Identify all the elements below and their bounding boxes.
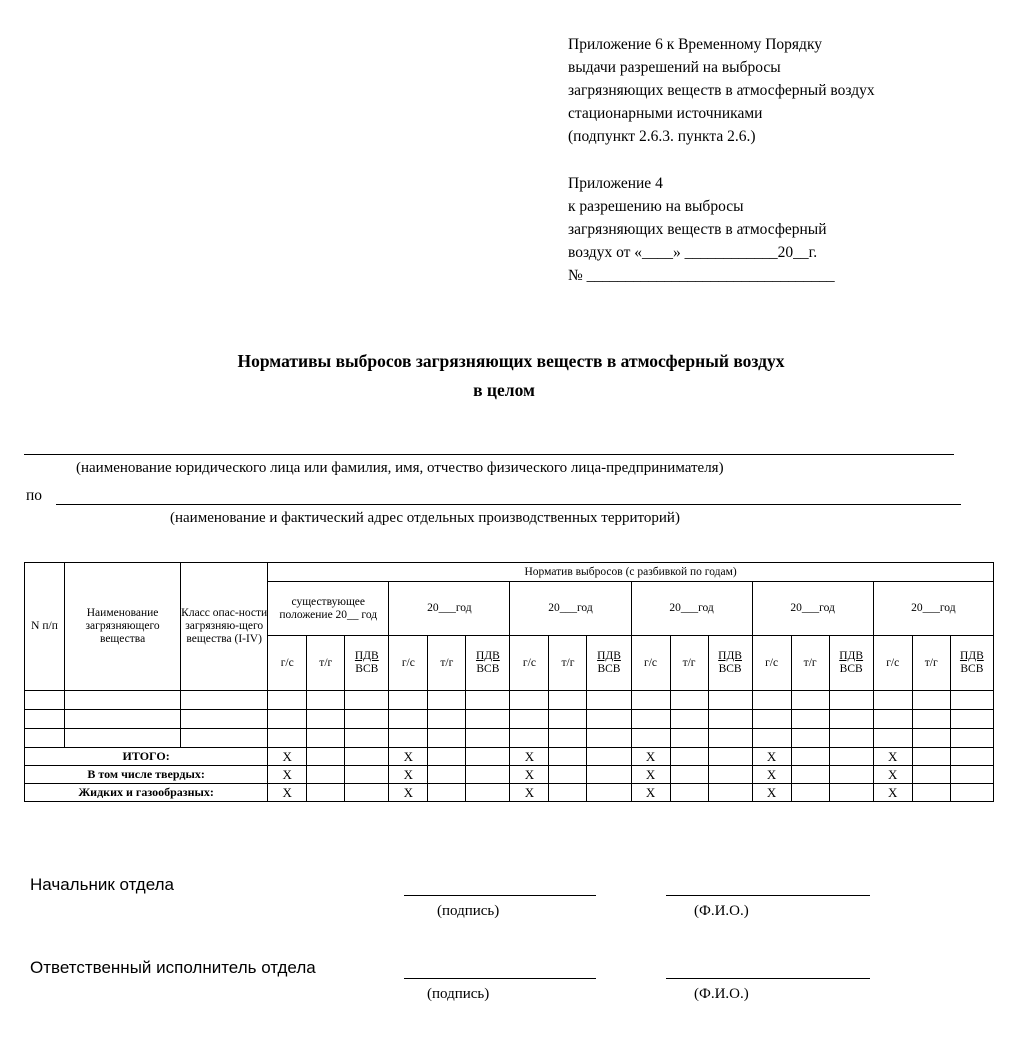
empty-data-rows — [25, 691, 994, 748]
appendix-6-header — [568, 33, 875, 148]
table-cell[interactable] — [345, 766, 389, 784]
table-cell[interactable] — [631, 729, 670, 748]
period-header-year: 20___год — [873, 582, 993, 636]
vsv-label: ВСВ — [718, 663, 742, 675]
table-cell[interactable] — [791, 748, 829, 766]
table-cell[interactable] — [549, 748, 587, 766]
table-cell[interactable] — [670, 748, 708, 766]
subheader-tg: т/г — [549, 636, 587, 691]
table-cell[interactable] — [708, 784, 752, 802]
table-cell[interactable] — [428, 729, 466, 748]
header-line: стационарными источниками — [568, 105, 763, 122]
x-mark: X — [631, 766, 670, 784]
by-label: по — [26, 487, 43, 504]
subheader-tg: т/г — [912, 636, 950, 691]
total-row — [25, 784, 994, 802]
subheader-gs: г/с — [389, 636, 428, 691]
period-header-existing: существующее положение 20__ год — [268, 582, 389, 636]
total-row-label: Жидких и газообразных: — [25, 784, 268, 802]
subheader-gs: г/с — [631, 636, 670, 691]
subheader-gs: г/с — [510, 636, 549, 691]
table-cell[interactable] — [268, 691, 307, 710]
header-line: Приложение 6 к Временному Порядку — [568, 36, 823, 53]
period-header-year: 20___год — [752, 582, 873, 636]
subheader-gs: г/с — [873, 636, 912, 691]
x-mark: X — [389, 766, 428, 784]
table-cell[interactable] — [791, 729, 829, 748]
period-header-year: 20___год — [510, 582, 631, 636]
table-cell[interactable] — [670, 710, 708, 729]
header-line: (подпункт 2.6.3. пункта 2.6.) — [568, 128, 756, 145]
table-cell[interactable] — [428, 691, 466, 710]
subheader-pdv-vsv — [466, 636, 510, 691]
table-cell[interactable] — [791, 784, 829, 802]
table-cell[interactable] — [950, 766, 993, 784]
executor-name-field[interactable] — [666, 978, 870, 979]
subheader-pdv-vsv — [950, 636, 993, 691]
territory-caption: (наименование и фактический адрес отдельных производственных территорий) — [170, 510, 680, 526]
vsv-label: ВСВ — [839, 663, 863, 675]
table-cell[interactable] — [428, 748, 466, 766]
table-cell[interactable] — [307, 766, 345, 784]
entity-name-caption: (наименование юридического лица или фамилия, имя, отчество физического лица-предпринимателя) — [76, 460, 724, 476]
table-cell[interactable] — [510, 691, 549, 710]
table-cell[interactable] — [307, 729, 345, 748]
x-mark: X — [873, 748, 912, 766]
table-cell[interactable] — [587, 691, 631, 710]
head-of-department-label: Начальник отдела — [30, 875, 174, 894]
appendix-4-header — [568, 172, 835, 287]
table-cell[interactable] — [912, 784, 950, 802]
pdv-label: ПДВ — [839, 650, 864, 662]
table-cell[interactable] — [670, 691, 708, 710]
table-cell[interactable] — [829, 710, 873, 729]
pdv-label: ПДВ — [475, 650, 500, 662]
table-row — [25, 710, 994, 729]
subheader-gs: г/с — [752, 636, 791, 691]
table-cell[interactable] — [752, 691, 791, 710]
executor-signature-field[interactable] — [404, 978, 596, 979]
table-cell[interactable] — [549, 766, 587, 784]
table-cell[interactable] — [912, 691, 950, 710]
table-cell[interactable] — [510, 729, 549, 748]
table-cell[interactable] — [307, 691, 345, 710]
x-mark: X — [631, 748, 670, 766]
table-cell[interactable] — [307, 784, 345, 802]
subheader-pdv-vsv — [345, 636, 389, 691]
vsv-label: ВСВ — [960, 663, 984, 675]
name-caption: (Ф.И.О.) — [694, 903, 749, 919]
header-line: загрязняющих веществ в атмосферный — [568, 221, 827, 238]
table-cell[interactable] — [873, 710, 912, 729]
responsible-executor-label: Ответственный исполнитель отдела — [30, 958, 316, 977]
table-cell[interactable] — [670, 784, 708, 802]
table-cell[interactable] — [466, 766, 510, 784]
head-name-field[interactable] — [666, 895, 870, 896]
table-cell[interactable] — [873, 729, 912, 748]
table-cell[interactable] — [631, 691, 670, 710]
table-cell[interactable] — [181, 710, 268, 729]
entity-name-field[interactable] — [24, 454, 954, 455]
group-header-emission-norm: Норматив выбросов (с разбивкой по годам) — [268, 563, 994, 582]
table-cell[interactable] — [549, 710, 587, 729]
table-cell[interactable] — [829, 784, 873, 802]
table-cell[interactable] — [389, 729, 428, 748]
signature-caption: (подпись) — [427, 986, 490, 1002]
table-cell[interactable] — [345, 784, 389, 802]
subheader-pdv-vsv — [829, 636, 873, 691]
signature-caption: (подпись) — [437, 903, 500, 919]
table-cell[interactable] — [912, 748, 950, 766]
table-cell[interactable] — [587, 748, 631, 766]
table-row — [25, 729, 994, 748]
x-mark: X — [510, 766, 549, 784]
x-mark: X — [873, 784, 912, 802]
table-cell[interactable] — [25, 691, 65, 710]
table-cell[interactable] — [466, 691, 510, 710]
total-row-label: ИТОГО: — [25, 748, 268, 766]
header-line: выдачи разрешений на выбросы — [568, 59, 781, 76]
table-cell[interactable] — [587, 766, 631, 784]
table-cell[interactable] — [268, 729, 307, 748]
table-cell[interactable] — [65, 710, 181, 729]
table-cell[interactable] — [389, 710, 428, 729]
table-cell[interactable] — [708, 729, 752, 748]
total-rows — [25, 748, 994, 802]
period-header-year: 20___год — [631, 582, 752, 636]
x-mark: X — [389, 784, 428, 802]
table-cell[interactable] — [307, 748, 345, 766]
table-cell[interactable] — [181, 729, 268, 748]
header-line: загрязняющих веществ в атмосферный воздух — [568, 82, 875, 99]
header-line: к разрешению на выбросы — [568, 198, 744, 215]
table-cell[interactable] — [708, 691, 752, 710]
table-cell[interactable] — [549, 691, 587, 710]
table-cell[interactable] — [181, 691, 268, 710]
table-cell[interactable] — [950, 729, 993, 748]
table-cell[interactable] — [466, 729, 510, 748]
x-mark: X — [873, 766, 912, 784]
x-mark: X — [510, 748, 549, 766]
table-cell[interactable] — [268, 710, 307, 729]
table-cell[interactable] — [389, 691, 428, 710]
table-cell[interactable] — [829, 729, 873, 748]
table-cell[interactable] — [950, 748, 993, 766]
table-cell[interactable] — [752, 710, 791, 729]
table-cell[interactable] — [345, 748, 389, 766]
table-cell[interactable] — [587, 784, 631, 802]
table-cell[interactable] — [65, 691, 181, 710]
table-cell[interactable] — [829, 748, 873, 766]
permit-number-field[interactable]: № ________________________________ — [568, 267, 835, 284]
subheader-tg: т/г — [670, 636, 708, 691]
table-cell[interactable] — [950, 784, 993, 802]
table-cell[interactable] — [829, 691, 873, 710]
table-cell[interactable] — [670, 766, 708, 784]
table-cell[interactable] — [708, 710, 752, 729]
total-row-label: В том числе твердых: — [25, 766, 268, 784]
x-mark: X — [268, 748, 307, 766]
table-cell[interactable] — [549, 784, 587, 802]
table-cell[interactable] — [708, 766, 752, 784]
table-cell[interactable] — [25, 710, 65, 729]
table-cell[interactable] — [345, 691, 389, 710]
document-title: Нормативы выбросов загрязняющих веществ в атмосферный воздух — [237, 351, 785, 371]
table-row — [25, 691, 994, 710]
x-mark: X — [268, 766, 307, 784]
table-cell[interactable] — [752, 729, 791, 748]
table-cell[interactable] — [912, 710, 950, 729]
column-header-number: N п/п — [25, 563, 65, 691]
emission-norms-table — [24, 562, 994, 802]
table-cell[interactable] — [549, 729, 587, 748]
table-cell[interactable] — [791, 691, 829, 710]
x-mark: X — [752, 766, 791, 784]
head-signature-field[interactable] — [404, 895, 596, 896]
period-header-year: 20___год — [389, 582, 510, 636]
table-cell[interactable] — [912, 766, 950, 784]
table-cell[interactable] — [950, 710, 993, 729]
total-row — [25, 748, 994, 766]
table-cell[interactable] — [912, 729, 950, 748]
vsv-label: ВСВ — [476, 663, 500, 675]
table-cell[interactable] — [25, 729, 65, 748]
x-mark: X — [510, 784, 549, 802]
pdv-label: ПДВ — [354, 650, 379, 662]
table-cell[interactable] — [345, 710, 389, 729]
x-mark: X — [268, 784, 307, 802]
table-cell[interactable] — [791, 766, 829, 784]
name-caption: (Ф.И.О.) — [694, 986, 749, 1002]
table-cell[interactable] — [428, 710, 466, 729]
subheader-tg: т/г — [307, 636, 345, 691]
subheader-tg: т/г — [791, 636, 829, 691]
column-header-hazard-class: Класс опас-ности загрязняю-щего вещества (І-ІV) — [181, 563, 268, 691]
subheader-tg: т/г — [428, 636, 466, 691]
x-mark: X — [389, 748, 428, 766]
table-cell[interactable] — [345, 729, 389, 748]
table-cell[interactable] — [950, 691, 993, 710]
table-cell[interactable] — [791, 710, 829, 729]
territory-field[interactable] — [56, 504, 961, 505]
table-cell[interactable] — [670, 729, 708, 748]
subheader-pdv-vsv — [708, 636, 752, 691]
subheader-pdv-vsv — [587, 636, 631, 691]
table-cell[interactable] — [466, 784, 510, 802]
table-cell[interactable] — [307, 710, 345, 729]
table-cell[interactable] — [708, 748, 752, 766]
table-cell[interactable] — [631, 710, 670, 729]
x-mark: X — [752, 784, 791, 802]
table-cell[interactable] — [65, 729, 181, 748]
table-cell[interactable] — [829, 766, 873, 784]
vsv-label: ВСВ — [597, 663, 621, 675]
pdv-label: ПДВ — [718, 650, 742, 662]
table-cell[interactable] — [466, 748, 510, 766]
column-header-substance: Наименование загрязняющего вещества — [65, 563, 181, 691]
subheader-gs: г/с — [268, 636, 307, 691]
table-cell[interactable] — [428, 766, 466, 784]
pdv-label: ПДВ — [959, 650, 984, 662]
table-cell[interactable] — [510, 710, 549, 729]
total-row — [25, 766, 994, 784]
pdv-label: ПДВ — [597, 650, 621, 662]
header-line: Приложение 4 — [568, 175, 663, 192]
permit-date-field[interactable]: воздух от «____» ____________20__г. — [568, 244, 818, 261]
table-cell[interactable] — [587, 729, 631, 748]
x-mark: X — [752, 748, 791, 766]
table-cell[interactable] — [873, 691, 912, 710]
document-title-continued: в целом — [473, 380, 535, 400]
vsv-label: ВСВ — [355, 663, 379, 675]
table-cell[interactable] — [428, 784, 466, 802]
table-cell[interactable] — [466, 710, 510, 729]
x-mark: X — [631, 784, 670, 802]
table-cell[interactable] — [587, 710, 631, 729]
